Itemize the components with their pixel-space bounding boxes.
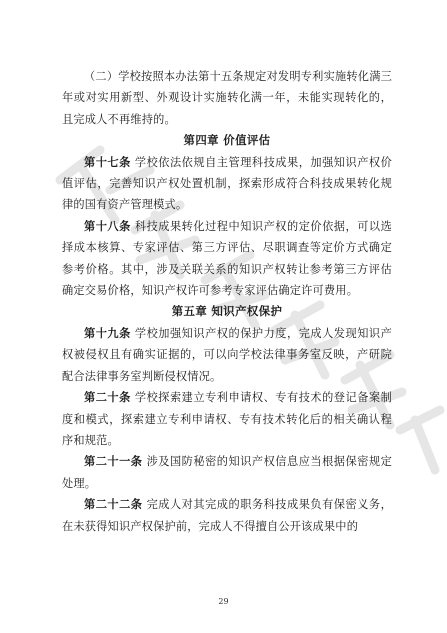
article-19	[62, 323, 392, 387]
document-body	[62, 66, 392, 537]
article-22-text: 完成人对其完成的职务科技成果负有保密义务，在未获得知识产权保护前，完成人不得擅自公开该成果中的	[62, 498, 392, 533]
article-17-label: 第十七条	[84, 155, 131, 169]
article-18-label: 第十八条	[84, 219, 131, 233]
article-19-label: 第十九条	[84, 326, 131, 340]
page-number: 29	[218, 597, 229, 606]
article-22-label: 第二十二条	[84, 498, 143, 512]
article-19-text: 学校加强知识产权的保护力度，完成人发现知识产权被侵权且有确实证据的，可以向学校法律事务室反映，产研院配合法律事务室判断侵权情况。	[62, 326, 392, 383]
chapter-5-heading: 第五章 知识产权保护	[171, 304, 283, 319]
article-20-label: 第二十条	[84, 391, 131, 405]
article-21-text: 涉及国防秘密的知识产权信息应当根据保密规定处理。	[62, 455, 392, 490]
article-17-text: 学校依法依规自主管理科技成果，加强知识产权价值评估，完善知识产权处置机制，探索形成符合科技成果转化规律的国有资产管理模式。	[62, 155, 392, 212]
article-18	[62, 216, 392, 302]
article-22	[62, 494, 392, 537]
article-20	[62, 387, 392, 451]
article-21	[62, 451, 392, 494]
article-17	[62, 152, 392, 216]
article-20-text: 学校探索建立专利申请权、专有技术的登记备案制度和模式，探索建立专利申请权、专有技术转化后的相关确认程序和规范。	[62, 391, 392, 447]
paragraph-clause-2: （二）学校按照本办法第十五条规定对发明专利实施转化满三年或对实用新型、外观设计实施转化满一年，未能实现转化的，且完成人不再维持的。	[62, 70, 392, 126]
chapter-4-heading: 第四章 价值评估	[183, 133, 271, 148]
article-21-label: 第二十一条	[84, 455, 143, 469]
article-18-text: 科技成果转化过程中知识产权的定价依据，可以选择成本核算、专家评估、第三方评估、尽职调查等定价方式确定参考价格。其中，涉及关联关系的知识产权转让参考第三方评估确定交易价格，知识产权许可参考专家评估确定许可费用。	[62, 219, 392, 298]
